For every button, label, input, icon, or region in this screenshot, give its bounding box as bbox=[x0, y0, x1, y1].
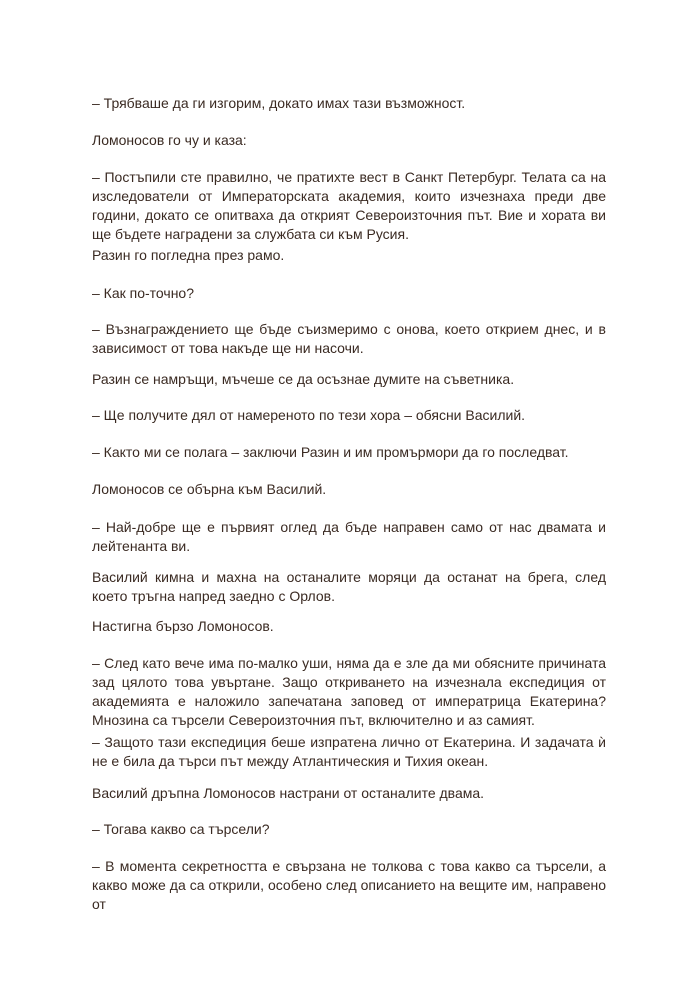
paragraph-18: – В момента секретността е свързана не толкова с това какво са търсели, а какво може да са открили, особено след описанието на вещите им, направено от bbox=[92, 858, 606, 912]
paragraph-1: – Трябваше да ги изгорим, докато имах тази възможност. bbox=[92, 95, 466, 111]
paragraph-9: – Както ми се полага – заключи Разин и им промърмори да го последват. bbox=[92, 444, 569, 460]
paragraph-5: – Как по-точно? bbox=[92, 285, 194, 301]
paragraph-14: – След като вече има по-малко уши, няма да е зле да ми обясните причината зад цялото това увъртане. Защо откриването на изчезнала експедиция от академията е наложило запечатана заповед от императрица Екатерина? Мнозина са търсели Североизточния път, включително и аз самият. bbox=[92, 655, 606, 728]
paragraph-17: – Тогава какво са търсели? bbox=[92, 821, 270, 837]
paragraph-10: Ломоносов се обърна към Василий. bbox=[92, 481, 327, 497]
paragraph-12: Василий кимна и махна на останалите моряци да останат на брега, след което тръгна напред заедно с Орлов. bbox=[92, 569, 606, 604]
paragraph-4: Разин го погледна през рамо. bbox=[92, 247, 285, 263]
paragraph-6: – Възнаграждението ще бъде съизмеримо с онова, което открием днес, и в зависимост от това накъде ще ни насочи. bbox=[92, 321, 606, 356]
paragraph-11: – Най-добре ще е първият оглед да бъде направен само от нас двамата и лейтенанта ви. bbox=[92, 519, 606, 554]
paragraph-7: Разин се намръщи, мъчеше се да осъзнае думите на съветника. bbox=[92, 371, 515, 387]
paragraph-8: – Ще получите дял от намереното по тези хора – обясни Василий. bbox=[92, 407, 526, 423]
paragraph-15: – Защото тази експедиция беше изпратена лично от Екатерина. И задачата ѝ не е била да търси път между Атлантическия и Тихия океан. bbox=[92, 734, 606, 769]
paragraph-3: – Постъпили сте правилно, че пратихте вест в Санкт Петербург. Телата са на изследователи от Императорската академия, които изчезнаха преди две години, докато се опитваха да открият Североизточния път. Вие и хората ви ще бъдете наградени за службата си към Русия. bbox=[92, 169, 606, 242]
paragraph-13: Настигна бързо Ломоносов. bbox=[92, 618, 274, 634]
paragraph-2: Ломоносов го чу и каза: bbox=[92, 132, 247, 148]
paragraph-16: Василий дръпна Ломоносов настрани от останалите двама. bbox=[92, 785, 485, 801]
